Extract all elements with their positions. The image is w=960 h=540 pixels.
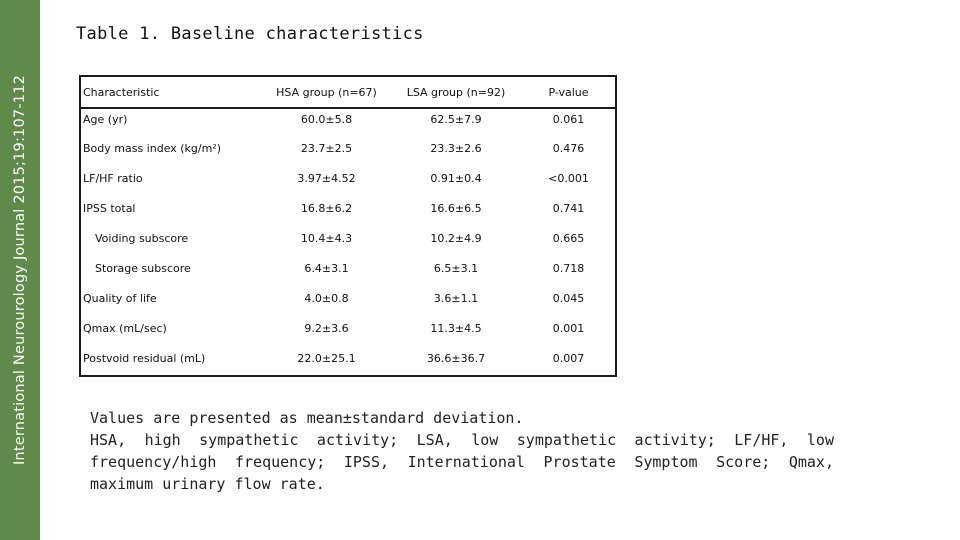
header-hsa-group: HSA group (n=67) — [263, 77, 390, 108]
hsa-value: 23.7±2.5 — [300, 142, 353, 155]
header-characteristic: Characteristic — [81, 77, 263, 108]
hsa-value: 10.4±4.3 — [300, 232, 353, 245]
row-label: Quality of life — [83, 292, 157, 305]
lsa-value: 6.5±3.1 — [433, 262, 479, 275]
lsa-value: 62.5±7.9 — [430, 113, 482, 126]
lsa-value: 36.6±36.7 — [426, 352, 486, 365]
row-label: Qmax (mL/sec) — [83, 322, 167, 335]
lsa-value: 16.6±6.5 — [430, 202, 482, 215]
p-value: 0.045 — [552, 292, 585, 305]
table-row — [81, 228, 615, 258]
row-label: IPSS total — [83, 202, 136, 215]
baseline-table — [79, 75, 617, 377]
p-value: <0.001 — [548, 172, 589, 185]
table-row — [81, 258, 615, 288]
row-label: LF/HF ratio — [83, 172, 143, 185]
header-lsa-group: LSA group (n=92) — [390, 77, 522, 108]
lsa-value: 23.3±2.6 — [430, 142, 482, 155]
table-title: Table 1. Baseline characteristics — [76, 24, 424, 44]
hsa-value: 6.4±3.1 — [304, 262, 349, 275]
row-label: Body mass index (kg/m²) — [83, 142, 222, 155]
table-footnotes — [90, 407, 834, 495]
journal-sidebar — [0, 0, 40, 540]
p-value: 0.476 — [552, 142, 585, 155]
lsa-value: 11.3±4.5 — [430, 322, 482, 335]
table-header-row — [81, 77, 615, 108]
p-value: 0.001 — [552, 322, 585, 335]
table-row — [81, 198, 615, 228]
p-value: 0.007 — [552, 352, 585, 365]
row-label: Age (yr) — [83, 113, 128, 126]
lsa-value: 10.2±4.9 — [430, 232, 482, 245]
p-value: 0.665 — [552, 232, 585, 245]
journal-citation: International Neurourology Journal 2015;19:107-112 — [12, 74, 28, 466]
hsa-value: 60.0±5.8 — [300, 113, 353, 126]
table-row — [81, 318, 615, 348]
header-p-value: P-value — [522, 77, 615, 108]
p-value: 0.741 — [552, 202, 585, 215]
row-label: Storage subscore — [95, 262, 191, 275]
p-value: 0.718 — [552, 262, 585, 275]
hsa-value: 3.97±4.52 — [297, 172, 356, 185]
footnote-abbreviations: HSA, high sympathetic activity; LSA, low sympathetic activity; LF/HF, low frequency/high frequency; IPSS, International Prostate Symptom Score; Qmax, maximum urinary flow rate. — [90, 431, 834, 493]
hsa-value: 16.8±6.2 — [300, 202, 353, 215]
hsa-value: 22.0±25.1 — [297, 352, 356, 365]
row-label: Voiding subscore — [95, 232, 189, 245]
p-value: 0.061 — [552, 113, 585, 126]
table-row — [81, 138, 615, 168]
footnote-values: Values are presented as mean±standard deviation. — [90, 409, 524, 427]
lsa-value: 0.91±0.4 — [430, 172, 482, 185]
hsa-value: 9.2±3.6 — [304, 322, 349, 335]
table-row — [81, 348, 615, 378]
lsa-value: 3.6±1.1 — [433, 292, 479, 305]
table-row — [81, 168, 615, 198]
table-row — [81, 288, 615, 318]
hsa-value: 4.0±0.8 — [304, 292, 349, 305]
table-row — [81, 108, 615, 138]
row-label: Postvoid residual (mL) — [83, 352, 206, 365]
